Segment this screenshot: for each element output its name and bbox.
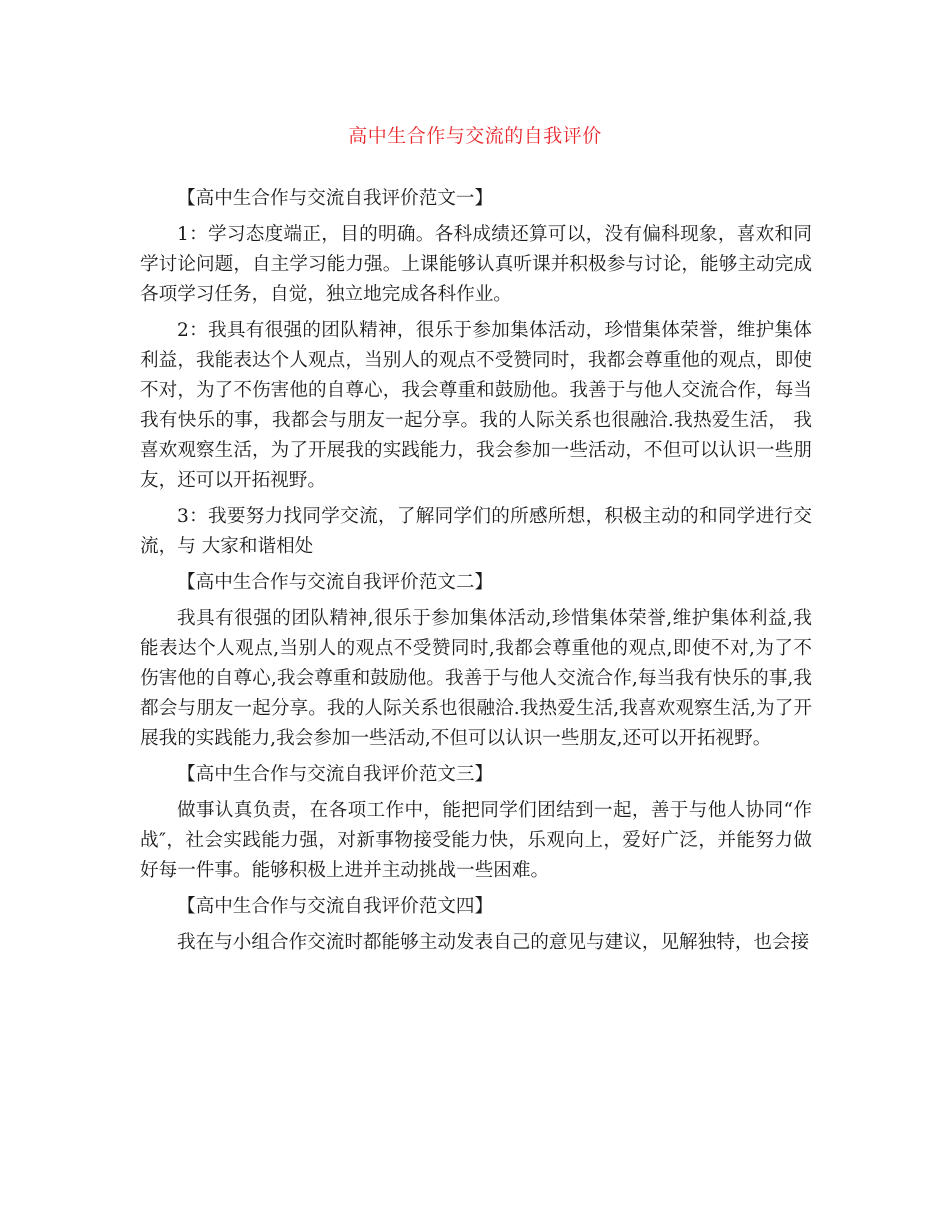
section: [140, 760, 812, 886]
document-body: [140, 184, 812, 964]
section-heading: 【高中生合作与交流自我评价范文一】: [177, 188, 494, 209]
paragraph: 我具有很强的团队精神,很乐于参加集体活动,珍惜集体荣誉,维护集体利益,我能表达个人观点,当别人的观点不受赞同时,我都会尊重他的观点,即使不对,为了不伤害他的自尊心,我会尊重和鼓励他。我善于与他人交流合作,每当我有快乐的事,我都会与朋友一起分享。我的人际关系也很融洽.我热爱生活,我喜欢观察生活,为了开展我的实践能力,我会参加一些活动,不但可以认识一些朋友,还可以开拓视野。: [140, 608, 812, 749]
section: [140, 568, 812, 754]
section: [140, 892, 812, 958]
section: [140, 184, 812, 562]
paragraph: 我在与小组合作交流时都能够主动发表自己的意见与建议，见解独特，也会接: [177, 932, 810, 953]
paragraph: 1：学习态度端正，目的明确。各科成绩还算可以，没有偏科现象，喜欢和同学讨论问题，自主学习能力强。上课能够认真听课并积极参与讨论，能够主动完成各项学习任务，自觉，独立地完成各科作业。: [140, 224, 812, 305]
section-heading: 【高中生合作与交流自我评价范文二】: [177, 572, 494, 593]
paragraph: 2：我具有很强的团队精神，很乐于参加集体活动，珍惜集体荣誉，维护集体利益，我能表达个人观点，当别人的观点不受赞同时，我都会尊重他的观点，即使不对，为了不伤害他的自尊心，我会尊重和鼓励他。我善于与他人交流合作，每当我有快乐的事，我都会与朋友一起分享。我的人际关系也很融洽.我热爱生活， 我喜欢观察生活，为了开展我的实践能力，我会参加一些活动，不但可以认识一些朋友，还可以开拓视野。: [140, 320, 812, 491]
section-heading: 【高中生合作与交流自我评价范文四】: [177, 896, 494, 917]
paragraph: 做事认真负责，在各项工作中，能把同学们团结到一起，善于与他人协同“作战″，社会实践能力强，对新事物接受能力快，乐观向上，爱好广泛，并能努力做好每一件事。能够积极上进并主动挑战一些困难。: [140, 800, 812, 881]
document-title: 高中生合作与交流的自我评价: [348, 125, 602, 147]
section-heading: 【高中生合作与交流自我评价范文三】: [177, 764, 494, 785]
paragraph: 3：我要努力找同学交流，了解同学们的所感所想，积极主动的和同学进行交流，与 大家和谐相处: [140, 506, 812, 557]
